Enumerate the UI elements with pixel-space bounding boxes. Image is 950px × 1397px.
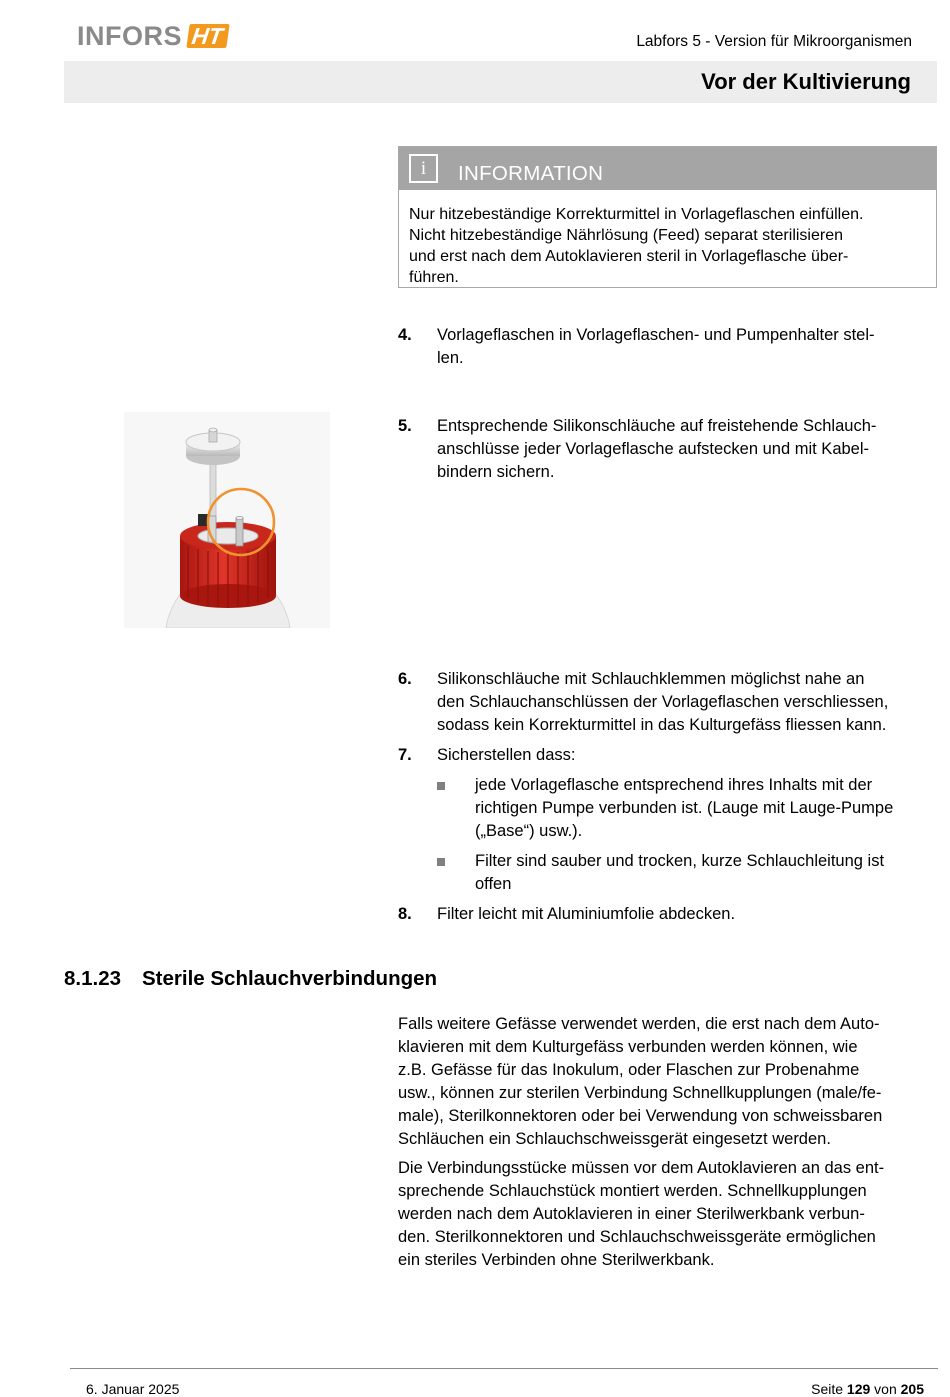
page-total: 205 (900, 1381, 924, 1397)
step-text (437, 324, 938, 370)
step-8 (398, 903, 938, 926)
information-line: Nicht hitzebeständige Nährlösung (Feed) separat sterilisieren (409, 227, 843, 244)
section-title: Sterile Schlauchverbindungen (142, 967, 438, 990)
bottle-cap-icon (124, 412, 330, 628)
paragraph-line: sprechende Schlauchstück montiert werden. Schnellkupplungen (398, 1182, 867, 1200)
step-line: bindern sichern. (437, 463, 555, 481)
paragraph-line: Die Verbindungsstücke müssen vor dem Autoklavieren an das ent- (398, 1159, 885, 1177)
step-text (437, 668, 938, 737)
footer-divider (70, 1368, 938, 1369)
list-item-text (475, 774, 937, 843)
logo-badge: HT (186, 24, 229, 48)
step-line: anschlüsse jeder Vorlageflasche aufstecken und mit Kabel- (437, 440, 870, 458)
step-number: 6. (398, 670, 412, 688)
chapter-title: Vor der Kultivierung (701, 69, 911, 94)
information-box-header (399, 147, 936, 190)
step-5 (398, 415, 938, 484)
information-line: Nur hitzebeständige Korrekturmittel in Vorlageflaschen einfüllen. (409, 206, 864, 223)
step-text (437, 744, 938, 767)
bottle-cap-illustration (124, 412, 330, 628)
page-separator: von (874, 1381, 897, 1397)
step-line: Filter leicht mit Aluminiumfolie abdecken. (437, 905, 736, 923)
section-number: 8.1.23 (64, 967, 121, 990)
step-line: Sicherstellen dass: (437, 746, 576, 764)
information-title: INFORMATION (458, 162, 604, 185)
infors-logo (77, 22, 228, 50)
step-number: 7. (398, 746, 412, 764)
step-line: Vorlageflaschen in Vorlageflaschen- und Pumpenhalter stel- (437, 326, 875, 344)
information-line: führen. (409, 269, 459, 286)
step-text (437, 903, 938, 926)
body-paragraph (398, 1157, 938, 1272)
paragraph-line: Schläuchen ein Schlauchschweissgerät eingesetzt werden. (398, 1130, 831, 1148)
logo-text: INFORS (77, 21, 183, 51)
footer-date: 6. Januar 2025 (86, 1381, 180, 1397)
info-icon: i (409, 154, 438, 183)
step-4 (398, 324, 938, 370)
paragraph-line: ein steriles Verbinden ohne Sterilwerkbank. (398, 1251, 715, 1269)
step-text (437, 415, 938, 484)
step-6 (398, 668, 938, 737)
document-subtitle: Labfors 5 - Version für Mikroorganismen (636, 33, 912, 50)
paragraph-line: Falls weitere Gefässe verwendet werden, die erst nach dem Auto- (398, 1015, 880, 1033)
paragraph-line: klavieren mit dem Kulturgefäss verbunden werden können, wie (398, 1038, 858, 1056)
body-paragraph (398, 1013, 938, 1151)
information-line: und erst nach dem Autoklavieren steril in Vorlageflasche über- (409, 248, 849, 265)
step-number: 4. (398, 326, 412, 344)
step-number: 8. (398, 905, 412, 923)
information-box (398, 146, 937, 288)
list-item (437, 850, 937, 896)
information-text (399, 190, 936, 288)
chapter-header-bar (64, 61, 937, 103)
page-current: 129 (846, 1381, 871, 1397)
step-number: 5. (398, 417, 412, 435)
step-line: len. (437, 349, 464, 367)
page-prefix: Seite (811, 1381, 844, 1397)
page-number (811, 1381, 924, 1397)
list-item (437, 774, 937, 843)
list-line: offen (475, 875, 512, 893)
section-heading (64, 967, 437, 991)
paragraph-line: usw., können zur sterilen Verbindung Schnellkupplungen (male/fe- (398, 1084, 882, 1102)
step-line: den Schlauchanschlüssen der Vorlageflaschen verschliessen, (437, 693, 889, 711)
square-bullet-icon (437, 858, 445, 866)
paragraph-line: z.B. Gefässe für das Inokulum, oder Flaschen zur Probenahme (398, 1061, 860, 1079)
square-bullet-icon (437, 782, 445, 790)
paragraph-line: male), Sterilkonnektoren oder bei Verwendung von schweissbaren (398, 1107, 883, 1125)
step-line: Entsprechende Silikonschläuche auf freistehende Schlauch- (437, 417, 877, 435)
paragraph-line: den. Sterilkonnektoren und Schlauchschweissgeräte ermöglichen (398, 1228, 876, 1246)
list-line: jede Vorlageflasche entsprechend ihres Inhalts mit der (475, 776, 873, 794)
list-line: Filter sind sauber und trocken, kurze Schlauchleitung ist (475, 852, 885, 870)
list-line: („Base“) usw.). (475, 822, 583, 840)
list-line: richtigen Pumpe verbunden ist. (Lauge mit Lauge-Pumpe (475, 799, 894, 817)
step-line: sodass kein Korrekturmittel in das Kulturgefäss fliessen kann. (437, 716, 887, 734)
list-item-text (475, 850, 937, 896)
step-7 (398, 744, 938, 767)
step-line: Silikonschläuche mit Schlauchklemmen möglichst nahe an (437, 670, 865, 688)
paragraph-line: werden nach dem Autoklavieren in einer Sterilwerkbank verbun- (398, 1205, 865, 1223)
